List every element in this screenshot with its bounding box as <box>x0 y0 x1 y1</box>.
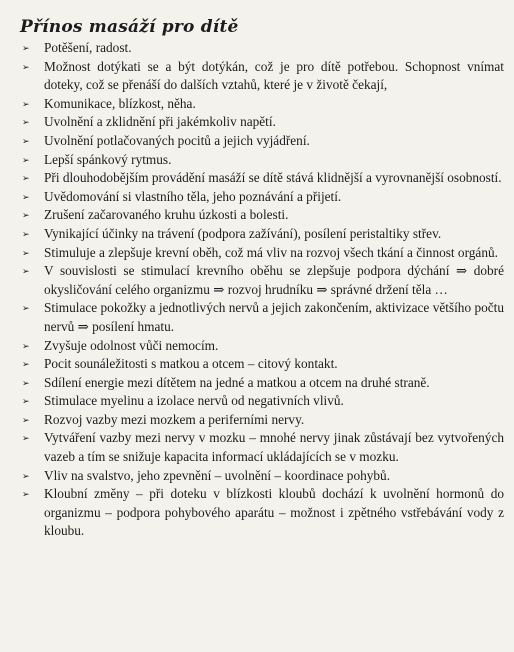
list-item <box>20 411 504 430</box>
list-item-text: Uvědomování si vlastního těla, jeho poznávání a přijetí. <box>44 188 342 204</box>
arrow-bullet-icon: ➢ <box>22 340 30 351</box>
list-item-text: Potěšení, radost. <box>44 40 132 55</box>
list-item-text: Zvyšuje odolnost vůči nemocím. <box>44 337 219 353</box>
arrow-bullet-icon: ➢ <box>22 154 30 165</box>
list-item-text: Kloubní změny – při doteku v blízkosti kloubů dochází k uvolnění hormonů do organizmu – podpora pohybového aparátu – možnost i zpětného vstřebávání vody z kloubu. <box>44 486 504 539</box>
list-item-text: V souvislosti se stimulací krevního oběhu se zlepšuje podpora dýchání ⇒ dobré okysličování celého organizmu ⇒ rozvoj hrudníku ⇒ správné držení těla … <box>44 263 504 297</box>
arrow-bullet-icon: ➢ <box>22 247 30 258</box>
arrow-bullet-icon: ➢ <box>22 414 30 425</box>
list-item <box>20 262 504 299</box>
list-item-text: Při dlouhodobějším provádění masáží se dítě stává klidnější a vyrovnanější osobností. <box>44 170 502 186</box>
arrow-bullet-icon: ➢ <box>22 173 30 184</box>
page-title: Přínos masáží pro dítě <box>20 17 239 37</box>
list-item-text: Lepší spánkový rytmus. <box>44 151 172 167</box>
list-item <box>20 39 504 58</box>
list-item-text: Uvolnění potlačovaných pocitů a jejich vyjádření. <box>44 132 310 148</box>
bullet-list <box>20 39 504 541</box>
arrow-bullet-icon: ➢ <box>22 470 30 481</box>
arrow-bullet-icon: ➢ <box>22 191 30 202</box>
arrow-bullet-icon: ➢ <box>22 303 30 314</box>
list-item <box>20 337 504 356</box>
arrow-bullet-icon: ➢ <box>22 117 30 128</box>
arrow-bullet-icon: ➢ <box>22 433 30 444</box>
list-item <box>20 392 504 411</box>
list-item-text: Vliv na svalstvo, jeho zpevnění – uvolnění – koordinace pohybů. <box>44 467 391 483</box>
list-item <box>20 355 504 374</box>
arrow-bullet-icon: ➢ <box>22 359 30 370</box>
list-item <box>20 169 504 188</box>
list-item-text: Pocit sounáležitosti s matkou a otcem – citový kontakt. <box>44 356 338 372</box>
list-item-text: Zrušení začarovaného kruhu úzkosti a bolesti. <box>44 207 289 223</box>
arrow-bullet-icon: ➢ <box>22 43 30 53</box>
arrow-bullet-icon: ➢ <box>22 228 30 239</box>
list-item <box>20 132 504 151</box>
list-item <box>20 374 504 393</box>
list-item-text: Sdílení energie mezi dítětem na jedné a matkou a otcem na druhé straně. <box>44 374 430 390</box>
list-item-text: Stimuluje a zlepšuje krevní oběh, což má vliv na rozvoj všech tkání a činnost orgánů. <box>44 244 498 260</box>
arrow-bullet-icon: ➢ <box>22 98 30 109</box>
list-item-text: Možnost dotýkati se a být dotýkán, což je pro dítě potřebou. Schopnost vnímat doteky, což se přenáší do dalších vztahů, které je v životě čekají, <box>44 58 504 93</box>
arrow-bullet-icon: ➢ <box>22 396 30 407</box>
arrow-bullet-icon: ➢ <box>22 377 30 388</box>
list-item-text: Stimulace pokožky a jednotlivých nervů a jejich zakončením, aktivizace většího počtu nervů ⇒ posílení hmatu. <box>44 300 504 334</box>
list-item <box>20 113 504 132</box>
list-item <box>20 467 504 486</box>
list-item-text: Vytváření vazby mezi nervy v mozku – mnohé nervy jinak zůstávají bez vytvořených vazeb a tím se snižuje kapacita informací ukládajících se v mozku. <box>44 430 504 465</box>
list-item <box>20 206 504 225</box>
list-item-text: Vynikající účinky na trávení (podpora zažívání), posílení peristaltiky střev. <box>44 225 442 241</box>
list-item <box>20 151 504 170</box>
list-item <box>20 244 504 263</box>
arrow-bullet-icon: ➢ <box>22 210 30 221</box>
list-item-text: Komunikace, blízkost, něha. <box>44 95 196 111</box>
list-item <box>20 299 504 336</box>
list-item-text: Uvolnění a zklidnění při jakémkoliv napětí. <box>44 114 276 130</box>
list-item <box>20 225 504 244</box>
list-item-text: Rozvoj vazby mezi mozkem a periferními nervy. <box>44 411 305 427</box>
list-item <box>20 429 504 466</box>
list-item <box>20 485 504 541</box>
arrow-bullet-icon: ➢ <box>22 135 30 146</box>
arrow-bullet-icon: ➢ <box>22 266 30 277</box>
arrow-bullet-icon: ➢ <box>22 489 30 500</box>
list-item <box>20 58 504 95</box>
list-item-text: Stimulace myelinu a izolace nervů od negativních vlivů. <box>44 393 344 409</box>
arrow-bullet-icon: ➢ <box>22 61 30 72</box>
list-item <box>20 188 504 207</box>
list-item <box>20 95 504 114</box>
